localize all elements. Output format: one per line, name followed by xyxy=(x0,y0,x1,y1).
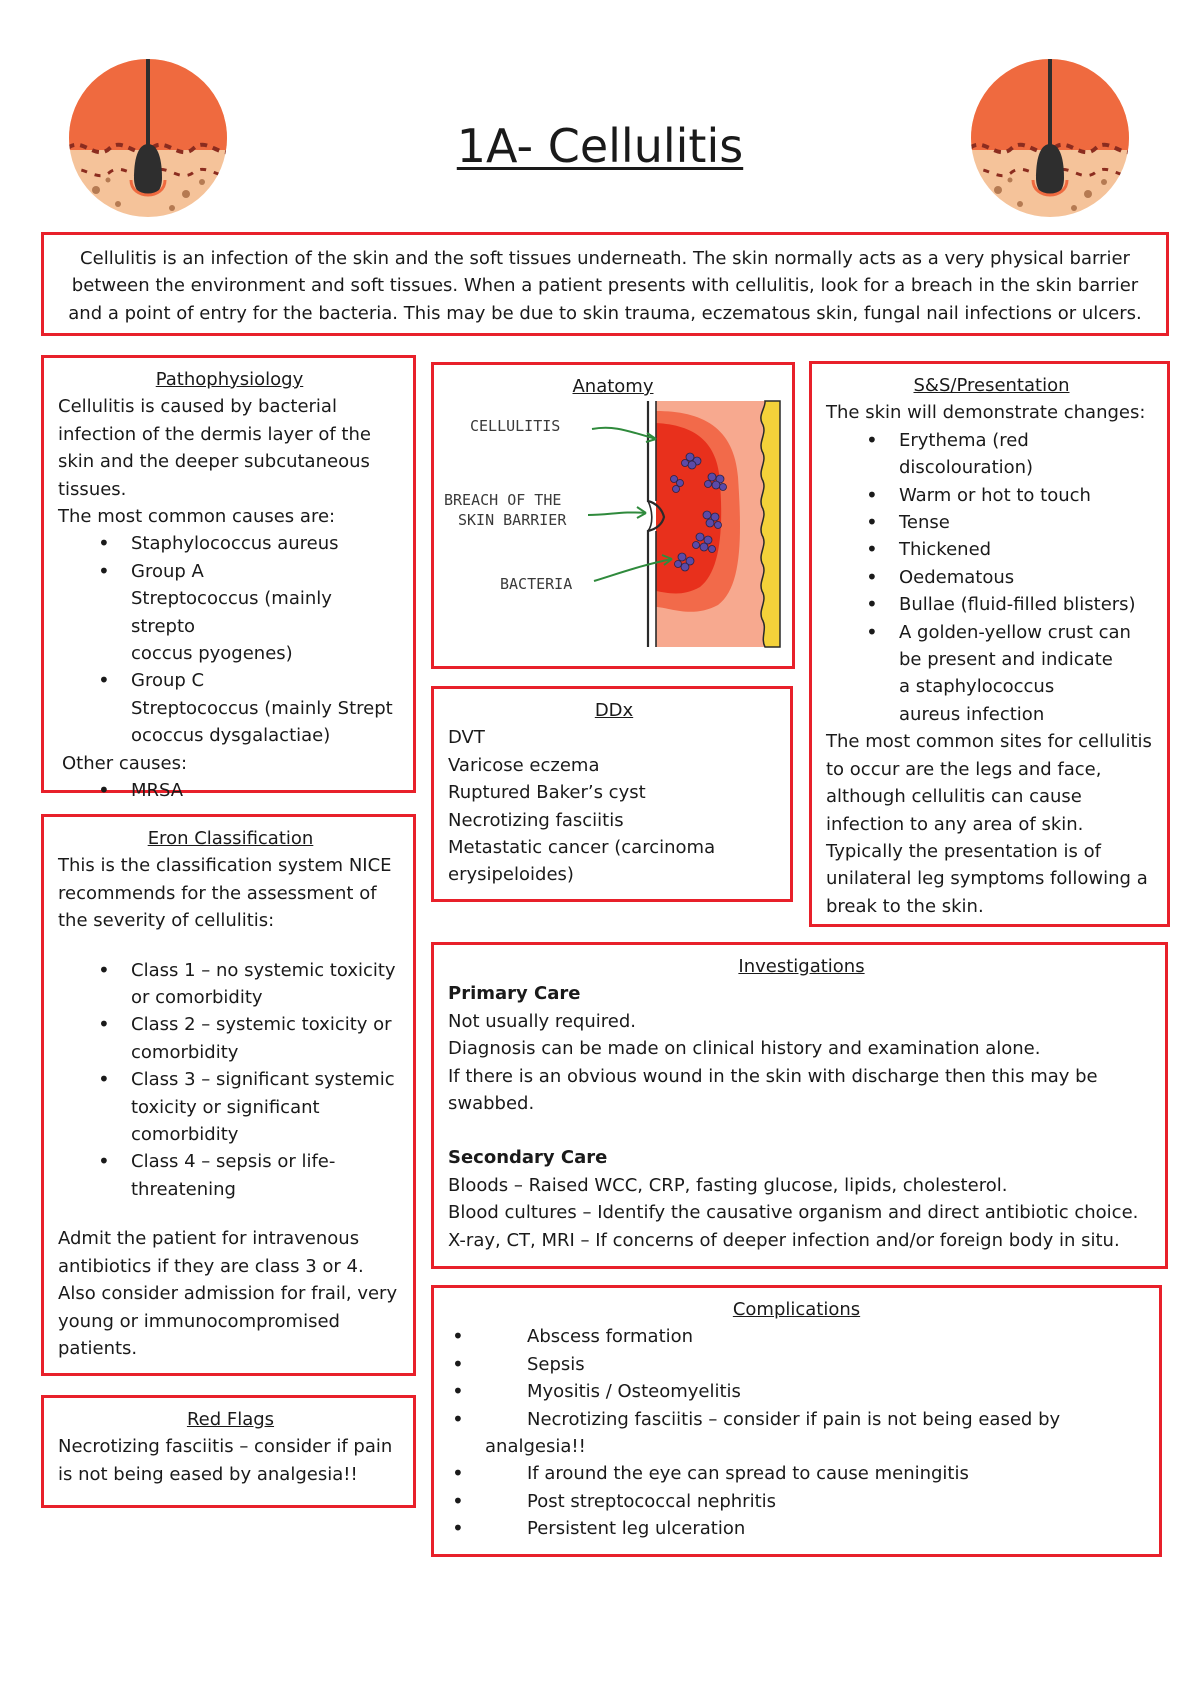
text-line: Necrotizing fasciitis – consider if pain xyxy=(58,1436,393,1458)
list-item xyxy=(444,1378,1149,1405)
text-line: young or immunocompromised xyxy=(58,1310,340,1332)
text-line: The most common sites for cellulitis xyxy=(826,731,1152,753)
other-causes-label: Other causes: xyxy=(62,752,188,774)
text-line: patients. xyxy=(58,1337,138,1359)
text-line: This is the classification system NICE xyxy=(58,855,392,877)
section-heading: Red Flags xyxy=(186,1409,275,1430)
section-heading: Eron Classification xyxy=(147,828,314,849)
item-text: • A golden-yellow crust can xyxy=(899,621,1131,643)
item-text: • Thickened xyxy=(899,539,992,561)
text-line: If there is an obvious wound in the skin with discharge then this may be xyxy=(448,1065,1098,1087)
item-text: comorbidity xyxy=(131,1124,239,1146)
item-text: • Bullae (fluid-filled blisters) xyxy=(899,594,1136,616)
item-text: Streptococcus (mainly strepto xyxy=(131,588,332,637)
section-heading: Pathophysiology xyxy=(155,369,304,390)
list-item xyxy=(826,427,1157,482)
item-text: analgesia!! xyxy=(485,1436,586,1458)
text-line: unilateral leg symptoms following a xyxy=(826,868,1148,890)
secondary-care-label: Secondary Care xyxy=(448,1147,608,1169)
text-line: The most common causes are: xyxy=(58,506,336,528)
list-item xyxy=(826,591,1157,618)
section-heading: DDx xyxy=(594,700,634,721)
text-line: X-ray, CT, MRI – If concerns of deeper infection and/or foreign body in situ. xyxy=(448,1229,1120,1251)
primary-care-label: Primary Care xyxy=(448,983,581,1005)
section-heading: Anatomy xyxy=(572,376,654,397)
list-item xyxy=(58,558,401,668)
item-text: be present and indicate xyxy=(899,649,1113,671)
list-item xyxy=(444,1323,1149,1350)
spacer xyxy=(448,1117,1155,1144)
text-line: break to the skin. xyxy=(826,895,984,917)
complications-box xyxy=(431,1285,1162,1557)
text-line: although cellulitis can cause xyxy=(826,786,1082,808)
item-text: • Class 2 – systemic toxicity or xyxy=(131,1014,392,1036)
text-line: erysipeloides) xyxy=(448,864,574,886)
item-text: • Group A xyxy=(131,560,204,582)
text-line: antibiotics if they are class 3 or 4. xyxy=(58,1255,364,1277)
text-line: infection to any area of skin. xyxy=(826,813,1084,835)
list-item xyxy=(444,1406,1149,1461)
list-item xyxy=(58,530,401,557)
list-item xyxy=(826,564,1157,591)
text-line: Diagnosis can be made on clinical history and examination alone. xyxy=(448,1038,1041,1060)
list-item xyxy=(58,777,401,804)
text-line: recommends for the assessment of xyxy=(58,882,377,904)
text-line: Blood cultures – Identify the causative organism and direct antibiotic choice. xyxy=(448,1202,1139,1224)
ddx-box xyxy=(431,686,793,902)
list-item xyxy=(58,1066,403,1148)
label-breach: BREACH OF THE xyxy=(444,491,562,509)
text-line: infection of the dermis layer of the xyxy=(58,423,371,445)
intro-box xyxy=(41,232,1169,336)
item-text: Streptococcus (mainly Strept xyxy=(131,697,393,719)
text-line: Also consider admission for frail, very xyxy=(58,1283,398,1305)
item-text: • Class 1 – no systemic toxicity xyxy=(131,959,396,981)
item-text: threatening xyxy=(131,1178,236,1200)
item-text: • Tense xyxy=(899,512,950,534)
text-line: DVT xyxy=(448,727,485,749)
label-cellulitis: CELLULITIS xyxy=(470,417,561,435)
item-text: • Sepsis xyxy=(527,1353,585,1375)
item-text: • Persistent leg ulceration xyxy=(527,1518,746,1540)
intro-line: between the environment and soft tissues. When a patient presents with cellulitis, look for a breach in the skin barrier xyxy=(71,275,1139,297)
spacer xyxy=(58,1203,403,1225)
item-text: discolouration) xyxy=(899,457,1034,479)
section-heading: S&S/Presentation xyxy=(913,375,1070,396)
text-line: skin and the deeper subcutaneous xyxy=(58,451,370,473)
section-heading: Complications xyxy=(732,1299,861,1320)
item-text: • Group C xyxy=(131,670,205,692)
presentation-box xyxy=(809,361,1170,927)
list-item xyxy=(444,1460,1149,1487)
item-text: • Warm or hot to touch xyxy=(899,484,1091,506)
text-line: the severity of cellulitis: xyxy=(58,910,275,932)
text-line: Cellulitis is caused by bacterial xyxy=(58,396,337,418)
list-item xyxy=(58,1148,403,1203)
item-text: comorbidity xyxy=(131,1041,239,1063)
item-text: coccus pyogenes) xyxy=(131,643,293,665)
intro-line: and a point of entry for the bacteria. This may be due to skin trauma, eczematous skin, fungal nail infections or ulcers. xyxy=(68,302,1142,324)
spacer xyxy=(58,935,403,957)
text-line: Necrotizing fasciitis xyxy=(448,809,624,831)
item-text: • Class 4 – sepsis or life- xyxy=(131,1151,336,1173)
label-breach-2: SKIN BARRIER xyxy=(458,511,567,529)
item-text: • Erythema (red xyxy=(899,429,1029,451)
causes-list xyxy=(58,530,401,749)
section-heading: Investigations xyxy=(738,956,865,977)
list-item xyxy=(444,1351,1149,1378)
text-line: to occur are the legs and face, xyxy=(826,758,1102,780)
page-title: 1A- Cellulitis xyxy=(456,119,744,173)
text-line: is not being eased by analgesia!! xyxy=(58,1463,358,1485)
item-text: • Myositis / Osteomyelitis xyxy=(527,1381,741,1403)
item-text: • MRSA xyxy=(131,780,184,802)
intro-line: Cellulitis is an infection of the skin and the soft tissues underneath. The skin normally acts as a very physical barrier xyxy=(80,248,1130,269)
text-line: tissues. xyxy=(58,478,127,500)
anatomy-box xyxy=(431,362,795,669)
text-line: Admit the patient for intravenous xyxy=(58,1228,360,1250)
text-line: swabbed. xyxy=(448,1093,535,1115)
item-text: or comorbidity xyxy=(131,987,263,1009)
red-flags-box xyxy=(41,1395,416,1508)
list-item xyxy=(826,509,1157,536)
item-text: • Necrotizing fasciitis – consider if pain is not being eased by xyxy=(527,1408,1061,1430)
item-text: a staphylococcus xyxy=(899,676,1055,698)
complications-list xyxy=(444,1323,1149,1542)
item-text: toxicity or significant xyxy=(131,1096,320,1118)
list-item xyxy=(826,619,1157,729)
pathophysiology-box xyxy=(41,355,416,802)
item-text: • If around the eye can spread to cause meningitis xyxy=(527,1463,969,1485)
list-item xyxy=(826,482,1157,509)
text-line: Metastatic cancer (carcinoma xyxy=(448,837,716,859)
text-line: Not usually required. xyxy=(448,1010,636,1032)
item-text: ococcus dysgalactiae) xyxy=(131,725,331,747)
signs-list xyxy=(826,427,1157,728)
text-line: Varicose eczema xyxy=(448,754,600,776)
item-text: • Abscess formation xyxy=(527,1326,694,1348)
list-item xyxy=(58,667,401,749)
label-bacteria: BACTERIA xyxy=(500,575,573,593)
text-line: The skin will demonstrate changes: xyxy=(826,402,1146,424)
list-item xyxy=(58,1011,403,1066)
text-line: Ruptured Baker’s cyst xyxy=(448,782,646,804)
item-text: aureus infection xyxy=(899,703,1045,725)
list-item xyxy=(58,957,403,1012)
text-line: Bloods – Raised WCC, CRP, fasting glucose, lipids, cholesterol. xyxy=(448,1174,1008,1196)
item-text: • Class 3 – significant systemic xyxy=(131,1069,395,1091)
list-item xyxy=(826,536,1157,563)
item-text: • Staphylococcus aureus xyxy=(131,533,339,555)
eron-classification-box xyxy=(41,814,416,1376)
list-item xyxy=(444,1515,1149,1542)
investigations-box xyxy=(431,942,1168,1269)
other-causes-list xyxy=(58,777,401,804)
cellulitis-anatomy-diagram xyxy=(442,397,788,661)
item-text: • Post streptococcal nephritis xyxy=(527,1490,777,1512)
text-line: Typically the presentation is of xyxy=(826,840,1101,862)
item-text: • Oedematous xyxy=(899,566,1015,588)
eron-classes-list xyxy=(58,957,403,1204)
list-item xyxy=(444,1488,1149,1515)
